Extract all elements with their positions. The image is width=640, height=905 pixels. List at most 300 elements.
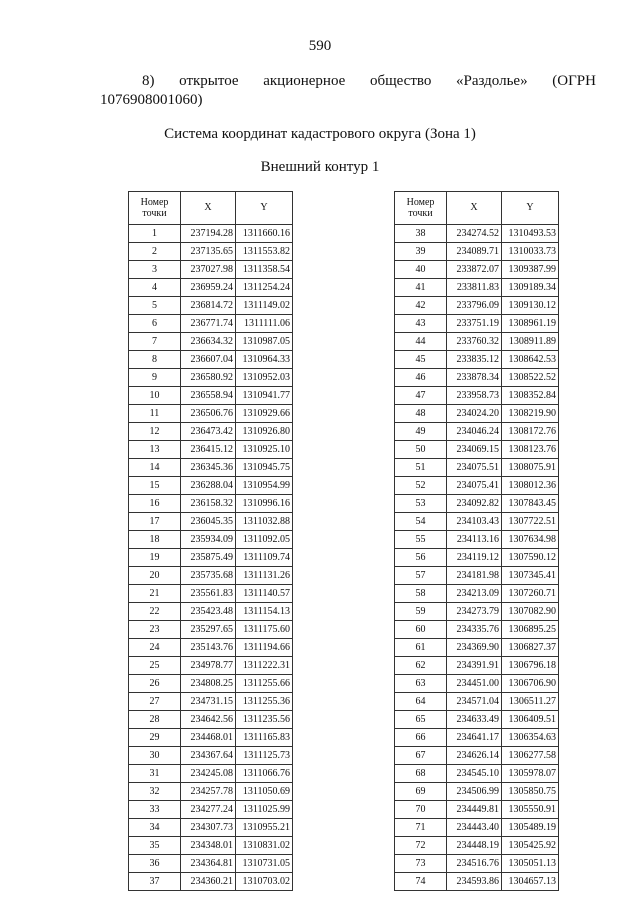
table-row — [395, 855, 559, 873]
header-y: Y — [502, 192, 559, 225]
x-cell: 234245.08 — [181, 765, 236, 783]
x-cell: 234391.91 — [447, 657, 502, 675]
table-row — [395, 693, 559, 711]
y-cell: 1308911.89 — [502, 333, 559, 351]
y-cell: 1308961.19 — [502, 315, 559, 333]
x-cell: 234641.17 — [447, 729, 502, 747]
x-cell: 236158.32 — [181, 495, 236, 513]
point-number-cell: 24 — [129, 639, 181, 657]
table-row — [129, 531, 293, 549]
point-number-cell: 57 — [395, 567, 447, 585]
table-row — [129, 711, 293, 729]
x-cell: 234335.76 — [447, 621, 502, 639]
point-number-cell: 35 — [129, 837, 181, 855]
point-number-cell: 70 — [395, 801, 447, 819]
y-cell: 1307260.71 — [502, 585, 559, 603]
y-cell: 1311109.74 — [236, 549, 293, 567]
table-row — [395, 423, 559, 441]
x-cell: 237027.98 — [181, 261, 236, 279]
table-row — [395, 819, 559, 837]
x-cell: 234448.19 — [447, 837, 502, 855]
org-word: общество — [369, 73, 432, 89]
x-cell: 234273.79 — [447, 603, 502, 621]
y-cell: 1308352.84 — [502, 387, 559, 405]
x-cell: 236506.76 — [181, 405, 236, 423]
point-number-cell: 26 — [129, 675, 181, 693]
point-number-cell: 40 — [395, 261, 447, 279]
x-cell: 234360.21 — [181, 873, 236, 891]
table-row — [129, 837, 293, 855]
x-cell: 234069.15 — [447, 441, 502, 459]
x-cell: 234633.49 — [447, 711, 502, 729]
y-cell: 1311050.69 — [236, 783, 293, 801]
header-number — [129, 192, 181, 225]
header-number-line2: точки — [142, 208, 167, 219]
x-cell: 233958.73 — [447, 387, 502, 405]
point-number-cell: 47 — [395, 387, 447, 405]
x-cell: 234978.77 — [181, 657, 236, 675]
table-row — [129, 351, 293, 369]
table-row — [129, 783, 293, 801]
table-row — [395, 495, 559, 513]
y-cell: 1307634.98 — [502, 531, 559, 549]
x-cell: 234626.14 — [447, 747, 502, 765]
x-cell: 233872.07 — [447, 261, 502, 279]
y-cell: 1310926.80 — [236, 423, 293, 441]
y-cell: 1311358.54 — [236, 261, 293, 279]
x-cell: 234092.82 — [447, 495, 502, 513]
x-cell: 234642.56 — [181, 711, 236, 729]
header-x: X — [447, 192, 502, 225]
y-cell: 1309189.34 — [502, 279, 559, 297]
y-cell: 1305978.07 — [502, 765, 559, 783]
y-cell: 1311149.02 — [236, 297, 293, 315]
header-x: X — [181, 192, 236, 225]
y-cell: 1311154.13 — [236, 603, 293, 621]
y-cell: 1310493.53 — [502, 225, 559, 243]
y-cell: 1307590.12 — [502, 549, 559, 567]
y-cell: 1310964.33 — [236, 351, 293, 369]
table-row — [129, 279, 293, 297]
y-cell: 1311125.73 — [236, 747, 293, 765]
x-cell: 234024.20 — [447, 405, 502, 423]
point-number-cell: 22 — [129, 603, 181, 621]
table-row — [129, 441, 293, 459]
table-row — [129, 801, 293, 819]
table-row — [395, 387, 559, 405]
x-cell: 235735.68 — [181, 567, 236, 585]
table-row — [395, 549, 559, 567]
point-number-cell: 73 — [395, 855, 447, 873]
y-cell: 1311553.82 — [236, 243, 293, 261]
table-row — [395, 405, 559, 423]
point-number-cell: 6 — [129, 315, 181, 333]
page-number: 590 — [308, 38, 332, 54]
point-number-cell: 63 — [395, 675, 447, 693]
point-number-cell: 53 — [395, 495, 447, 513]
y-cell: 1311660.16 — [236, 225, 293, 243]
table-row — [129, 297, 293, 315]
y-cell: 1308012.36 — [502, 477, 559, 495]
table-row — [129, 657, 293, 675]
point-number-cell: 67 — [395, 747, 447, 765]
point-number-cell: 5 — [129, 297, 181, 315]
organization-line — [142, 73, 596, 90]
point-number-cell: 33 — [129, 801, 181, 819]
table-row — [129, 693, 293, 711]
point-number-cell: 43 — [395, 315, 447, 333]
point-number-cell: 71 — [395, 819, 447, 837]
table-row — [395, 531, 559, 549]
point-number-cell: 58 — [395, 585, 447, 603]
table-row — [395, 441, 559, 459]
x-cell: 236558.94 — [181, 387, 236, 405]
y-cell: 1305850.75 — [502, 783, 559, 801]
table-row — [129, 225, 293, 243]
org-word: (ОГРН — [552, 73, 596, 89]
y-cell: 1311111.06 — [236, 315, 293, 333]
point-number-cell: 56 — [395, 549, 447, 567]
table-header-row — [395, 192, 559, 225]
table-row — [129, 567, 293, 585]
y-cell: 1311194.66 — [236, 639, 293, 657]
table-row — [129, 477, 293, 495]
x-cell: 235297.65 — [181, 621, 236, 639]
point-number-cell: 3 — [129, 261, 181, 279]
y-cell: 1308642.53 — [502, 351, 559, 369]
header-number-line1: Номер — [406, 197, 435, 208]
x-cell: 234075.51 — [447, 459, 502, 477]
y-cell: 1310033.73 — [502, 243, 559, 261]
y-cell: 1310952.03 — [236, 369, 293, 387]
y-cell: 1306895.25 — [502, 621, 559, 639]
y-cell: 1311255.36 — [236, 693, 293, 711]
point-number-cell: 55 — [395, 531, 447, 549]
x-cell: 234274.52 — [447, 225, 502, 243]
table-row — [395, 711, 559, 729]
table-row — [395, 765, 559, 783]
y-cell: 1309130.12 — [502, 297, 559, 315]
x-cell: 235423.48 — [181, 603, 236, 621]
org-word: открытое — [179, 73, 239, 89]
x-cell: 235561.83 — [181, 585, 236, 603]
y-cell: 1310987.05 — [236, 333, 293, 351]
y-cell: 1310925.10 — [236, 441, 293, 459]
point-number-cell: 46 — [395, 369, 447, 387]
x-cell: 234451.00 — [447, 675, 502, 693]
x-cell: 234468.01 — [181, 729, 236, 747]
x-cell: 237194.28 — [181, 225, 236, 243]
point-number-cell: 17 — [129, 513, 181, 531]
y-cell: 1310955.21 — [236, 819, 293, 837]
table-row — [129, 261, 293, 279]
x-cell: 234593.86 — [447, 873, 502, 891]
coordinate-system-title: Система координат кадастрового округа (Зона 1) — [164, 126, 476, 142]
table-row — [395, 333, 559, 351]
table-row — [129, 855, 293, 873]
table-row — [395, 621, 559, 639]
org-word: 8) — [142, 73, 155, 89]
x-cell: 234367.64 — [181, 747, 236, 765]
y-cell: 1309387.99 — [502, 261, 559, 279]
x-cell: 234348.01 — [181, 837, 236, 855]
point-number-cell: 8 — [129, 351, 181, 369]
x-cell: 234113.16 — [447, 531, 502, 549]
table-row — [129, 639, 293, 657]
x-cell: 234103.43 — [447, 513, 502, 531]
x-cell: 234046.24 — [447, 423, 502, 441]
point-number-cell: 52 — [395, 477, 447, 495]
point-number-cell: 44 — [395, 333, 447, 351]
x-cell: 233878.34 — [447, 369, 502, 387]
x-cell: 236345.36 — [181, 459, 236, 477]
y-cell: 1305425.92 — [502, 837, 559, 855]
point-number-cell: 49 — [395, 423, 447, 441]
x-cell: 236045.35 — [181, 513, 236, 531]
table-row — [129, 747, 293, 765]
point-number-cell: 34 — [129, 819, 181, 837]
x-cell: 235875.49 — [181, 549, 236, 567]
y-cell: 1311140.57 — [236, 585, 293, 603]
x-cell: 236288.04 — [181, 477, 236, 495]
table-row — [129, 729, 293, 747]
table-row — [395, 675, 559, 693]
x-cell: 234506.99 — [447, 783, 502, 801]
y-cell: 1310996.16 — [236, 495, 293, 513]
point-number-cell: 60 — [395, 621, 447, 639]
table-row — [129, 495, 293, 513]
point-number-cell: 38 — [395, 225, 447, 243]
organization-ogrn: 1076908001060) — [100, 92, 203, 108]
x-cell: 234571.04 — [447, 693, 502, 711]
x-cell: 237135.65 — [181, 243, 236, 261]
x-cell: 234369.90 — [447, 639, 502, 657]
table-row — [395, 801, 559, 819]
y-cell: 1311222.31 — [236, 657, 293, 675]
org-word: акционерное — [263, 73, 346, 89]
header-number — [395, 192, 447, 225]
point-number-cell: 30 — [129, 747, 181, 765]
point-number-cell: 10 — [129, 387, 181, 405]
x-cell: 234089.71 — [447, 243, 502, 261]
table-row — [395, 513, 559, 531]
point-number-cell: 18 — [129, 531, 181, 549]
y-cell: 1311165.83 — [236, 729, 293, 747]
y-cell: 1307722.51 — [502, 513, 559, 531]
x-cell: 233796.09 — [447, 297, 502, 315]
table-row — [395, 351, 559, 369]
y-cell: 1304657.13 — [502, 873, 559, 891]
x-cell: 234181.98 — [447, 567, 502, 585]
table-row — [129, 585, 293, 603]
header-number-line1: Номер — [140, 197, 169, 208]
x-cell: 236607.04 — [181, 351, 236, 369]
x-cell: 234119.12 — [447, 549, 502, 567]
table-row — [395, 225, 559, 243]
y-cell: 1307843.45 — [502, 495, 559, 513]
point-number-cell: 37 — [129, 873, 181, 891]
point-number-cell: 11 — [129, 405, 181, 423]
point-number-cell: 41 — [395, 279, 447, 297]
y-cell: 1308219.90 — [502, 405, 559, 423]
y-cell: 1306706.90 — [502, 675, 559, 693]
point-number-cell: 20 — [129, 567, 181, 585]
y-cell: 1308123.76 — [502, 441, 559, 459]
table-row — [395, 837, 559, 855]
table-row — [395, 729, 559, 747]
point-number-cell: 39 — [395, 243, 447, 261]
point-number-cell: 72 — [395, 837, 447, 855]
table-row — [395, 873, 559, 891]
table-header-row — [129, 192, 293, 225]
y-cell: 1308075.91 — [502, 459, 559, 477]
y-cell: 1307082.90 — [502, 603, 559, 621]
point-number-cell: 66 — [395, 729, 447, 747]
y-cell: 1311175.60 — [236, 621, 293, 639]
point-number-cell: 23 — [129, 621, 181, 639]
table-row — [395, 297, 559, 315]
point-number-cell: 51 — [395, 459, 447, 477]
table-row — [395, 279, 559, 297]
point-number-cell: 50 — [395, 441, 447, 459]
coordinates-table-left — [128, 191, 293, 891]
y-cell: 1310945.75 — [236, 459, 293, 477]
point-number-cell: 27 — [129, 693, 181, 711]
point-number-cell: 45 — [395, 351, 447, 369]
x-cell: 235143.76 — [181, 639, 236, 657]
table-row — [395, 639, 559, 657]
y-cell: 1311131.26 — [236, 567, 293, 585]
y-cell: 1311066.76 — [236, 765, 293, 783]
x-cell: 233760.32 — [447, 333, 502, 351]
y-cell: 1306354.63 — [502, 729, 559, 747]
table-row — [129, 369, 293, 387]
x-cell: 233811.83 — [447, 279, 502, 297]
table-row — [395, 369, 559, 387]
table-row — [395, 747, 559, 765]
x-cell: 236473.42 — [181, 423, 236, 441]
y-cell: 1311254.24 — [236, 279, 293, 297]
y-cell: 1310703.02 — [236, 873, 293, 891]
point-number-cell: 54 — [395, 513, 447, 531]
table-row — [395, 315, 559, 333]
x-cell: 234277.24 — [181, 801, 236, 819]
y-cell: 1311025.99 — [236, 801, 293, 819]
y-cell: 1310941.77 — [236, 387, 293, 405]
y-cell: 1311092.05 — [236, 531, 293, 549]
table-row — [129, 603, 293, 621]
x-cell: 234075.41 — [447, 477, 502, 495]
table-row — [395, 603, 559, 621]
y-cell: 1306409.51 — [502, 711, 559, 729]
point-number-cell: 65 — [395, 711, 447, 729]
point-number-cell: 19 — [129, 549, 181, 567]
x-cell: 234443.40 — [447, 819, 502, 837]
y-cell: 1310831.02 — [236, 837, 293, 855]
table-row — [129, 243, 293, 261]
x-cell: 236959.24 — [181, 279, 236, 297]
header-number-line2: точки — [408, 208, 433, 219]
y-cell: 1311255.66 — [236, 675, 293, 693]
point-number-cell: 4 — [129, 279, 181, 297]
table-row — [395, 459, 559, 477]
y-cell: 1310954.99 — [236, 477, 293, 495]
contour-title: Внешний контур 1 — [260, 159, 380, 175]
point-number-cell: 12 — [129, 423, 181, 441]
y-cell: 1306277.58 — [502, 747, 559, 765]
x-cell: 234364.81 — [181, 855, 236, 873]
table-row — [129, 819, 293, 837]
x-cell: 234257.78 — [181, 783, 236, 801]
x-cell: 234449.81 — [447, 801, 502, 819]
y-cell: 1306796.18 — [502, 657, 559, 675]
x-cell: 234808.25 — [181, 675, 236, 693]
point-number-cell: 16 — [129, 495, 181, 513]
table-row — [129, 315, 293, 333]
table-row — [395, 243, 559, 261]
point-number-cell: 48 — [395, 405, 447, 423]
y-cell: 1308172.76 — [502, 423, 559, 441]
point-number-cell: 42 — [395, 297, 447, 315]
y-cell: 1308522.52 — [502, 369, 559, 387]
table-row — [129, 333, 293, 351]
table-row — [395, 657, 559, 675]
point-number-cell: 61 — [395, 639, 447, 657]
point-number-cell: 36 — [129, 855, 181, 873]
point-number-cell: 69 — [395, 783, 447, 801]
point-number-cell: 28 — [129, 711, 181, 729]
x-cell: 234731.15 — [181, 693, 236, 711]
table-row — [129, 621, 293, 639]
point-number-cell: 15 — [129, 477, 181, 495]
y-cell: 1305550.91 — [502, 801, 559, 819]
x-cell: 234307.73 — [181, 819, 236, 837]
x-cell: 233835.12 — [447, 351, 502, 369]
y-cell: 1307345.41 — [502, 567, 559, 585]
table-row — [129, 423, 293, 441]
y-cell: 1306827.37 — [502, 639, 559, 657]
header-y: Y — [236, 192, 293, 225]
table-row — [129, 387, 293, 405]
x-cell: 236634.32 — [181, 333, 236, 351]
point-number-cell: 2 — [129, 243, 181, 261]
point-number-cell: 25 — [129, 657, 181, 675]
point-number-cell: 64 — [395, 693, 447, 711]
y-cell: 1305489.19 — [502, 819, 559, 837]
point-number-cell: 21 — [129, 585, 181, 603]
y-cell: 1310929.66 — [236, 405, 293, 423]
table-row — [129, 675, 293, 693]
x-cell: 236814.72 — [181, 297, 236, 315]
x-cell: 234545.10 — [447, 765, 502, 783]
table-row — [129, 873, 293, 891]
x-cell: 236771.74 — [181, 315, 236, 333]
x-cell: 233751.19 — [447, 315, 502, 333]
table-row — [395, 783, 559, 801]
x-cell: 236580.92 — [181, 369, 236, 387]
point-number-cell: 31 — [129, 765, 181, 783]
point-number-cell: 13 — [129, 441, 181, 459]
table-row — [395, 477, 559, 495]
org-word: «Раздолье» — [456, 73, 528, 89]
point-number-cell: 62 — [395, 657, 447, 675]
point-number-cell: 14 — [129, 459, 181, 477]
table-row — [129, 549, 293, 567]
point-number-cell: 59 — [395, 603, 447, 621]
y-cell: 1306511.27 — [502, 693, 559, 711]
table-row — [129, 513, 293, 531]
x-cell: 234516.76 — [447, 855, 502, 873]
